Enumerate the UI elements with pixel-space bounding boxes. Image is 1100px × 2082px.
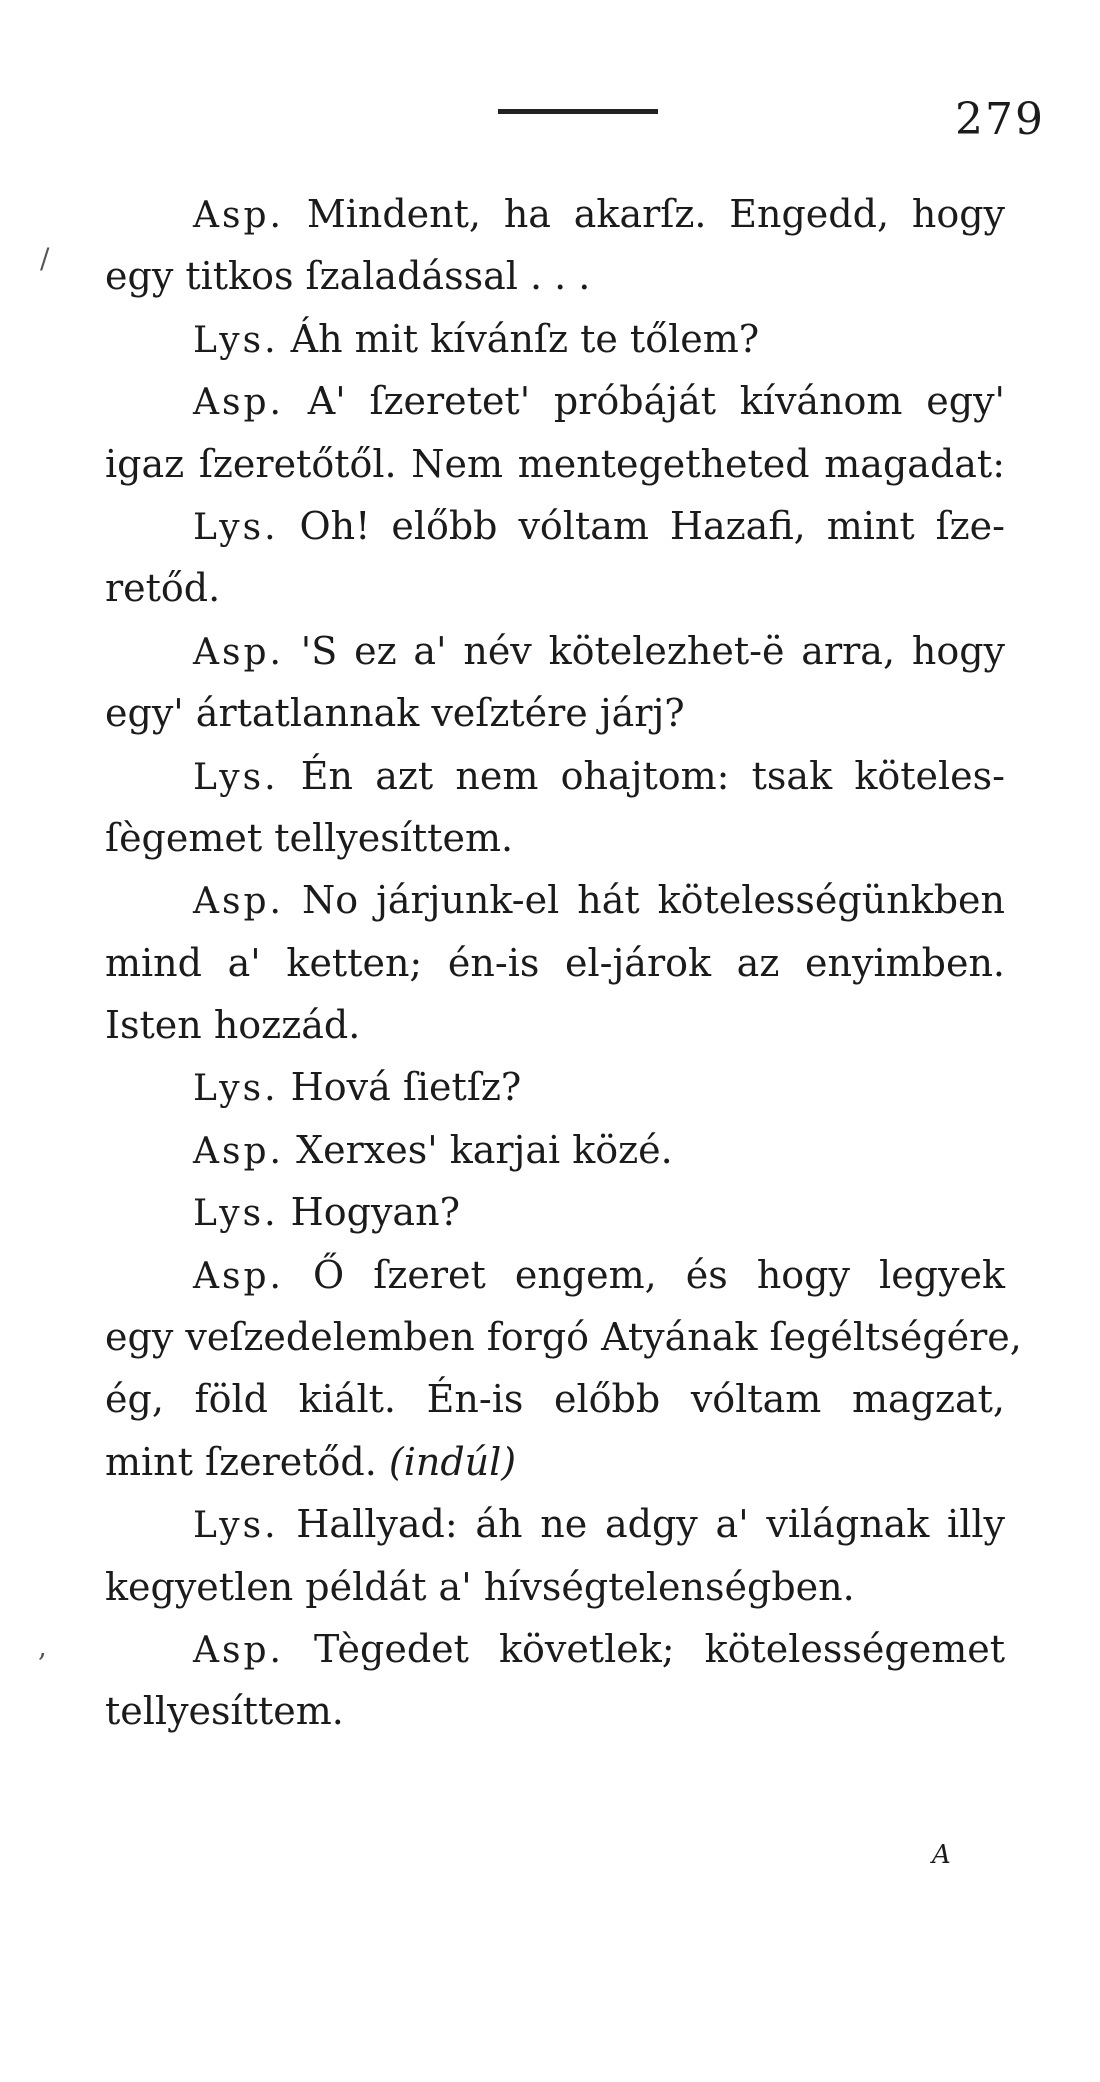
text-line <box>105 495 1005 557</box>
line-text: Tègedet követlek; kötelességemet <box>314 1626 1005 1671</box>
line-text: egy' ártatlannak veſztére járj? <box>105 691 685 736</box>
text-line <box>105 1056 1005 1118</box>
line-text: Hogyan? <box>290 1190 460 1235</box>
text-line <box>105 1368 1005 1430</box>
catchword: A <box>932 1840 951 1870</box>
line-text: Én azt nem ohajtom: tsak köteles- <box>300 753 1005 798</box>
speaker-label: Lys. <box>193 756 279 798</box>
text-line <box>105 433 1005 495</box>
page-number: 279 <box>955 94 1045 145</box>
text-line <box>105 557 1005 619</box>
line-text: Hallyad: áh ne adgy a' világnak illy <box>296 1502 1005 1547</box>
speaker-label: Asp. <box>193 881 284 923</box>
line-text: Ő ſzeret engem, és hogy legyek <box>313 1252 1005 1297</box>
line-text: Xerxes' karjai közé. <box>296 1127 673 1172</box>
speaker-label: Asp. <box>193 1629 284 1671</box>
text-line <box>105 1556 1005 1618</box>
speaker-label: Lys. <box>193 1505 279 1547</box>
line-text: egy veſzedelemben forgó Atyának ſegéltségére, <box>105 1315 1022 1360</box>
line-text: ég, föld kiált. Én-is előbb vóltam magzat, <box>105 1377 1005 1422</box>
text-line <box>105 807 1005 869</box>
speaker-label: Asp. <box>193 195 284 236</box>
line-text: mint ſzeretőd. <box>105 1439 377 1484</box>
line-text: ſègemet tellyesíttem. <box>105 815 514 860</box>
text-line <box>105 994 1005 1056</box>
dialogue-text <box>105 183 1022 1743</box>
text-line <box>105 620 1005 682</box>
speaker-label: Lys. <box>193 319 279 361</box>
text-line <box>105 245 1005 307</box>
speaker-label: Lys. <box>193 1068 279 1110</box>
stage-direction: (indúl) <box>388 1439 517 1484</box>
line-text: A' ſzeretet' próbáját kívánom egy' <box>307 379 1005 424</box>
line-text: Mindent, ha akarſz. Engedd, hogy <box>306 192 1005 236</box>
line-text: egy titkos ſzaladással . . . <box>105 254 591 299</box>
text-line <box>105 1119 1005 1181</box>
text-line <box>105 1244 1005 1306</box>
line-text: mind a' ketten; én-is el-járok az enyimben. <box>105 940 1005 985</box>
text-line <box>105 308 1005 370</box>
text-line <box>105 1431 1005 1493</box>
line-text: No járjunk-el hát kötelességünkben <box>301 878 1005 923</box>
speaker-label: Asp. <box>193 1255 284 1297</box>
text-line <box>105 682 1005 744</box>
line-text: Oh! előbb vóltam Hazafi, mint ſze- <box>299 503 1005 548</box>
text-line <box>105 183 1005 245</box>
line-text: Hová ſietſz? <box>290 1065 522 1110</box>
speaker-label: Lys. <box>193 1193 279 1235</box>
margin-mark: / <box>40 242 50 275</box>
speaker-label: Asp. <box>193 1130 284 1172</box>
text-line <box>105 1493 1005 1555</box>
text-line <box>105 932 1005 994</box>
speaker-label: Asp. <box>193 631 284 673</box>
line-text: tellyesíttem. <box>105 1689 344 1734</box>
text-line <box>105 1181 1005 1243</box>
text-line <box>105 370 1005 432</box>
speaker-label: Asp. <box>193 382 284 424</box>
line-text: 'S ez a' név kötelezhet-ë arra, hogy <box>300 628 1005 673</box>
text-line <box>105 1618 1005 1680</box>
text-line <box>105 745 1005 807</box>
line-text: Isten hozzád. <box>105 1003 361 1048</box>
line-text: Áh mit kívánſz te tőlem? <box>290 316 760 361</box>
line-text: igaz ſzeretőtől. Nem mentegetheted magadat: <box>105 441 1005 486</box>
line-text: retőd. <box>105 566 221 611</box>
text-line <box>105 1680 1005 1742</box>
speaker-label: Lys. <box>193 506 279 548</box>
margin-mark: , <box>38 1630 47 1663</box>
text-line <box>105 1306 1022 1368</box>
header-rule <box>498 109 658 114</box>
text-line <box>105 869 1005 931</box>
line-text: kegyetlen példát a' hívségtelenségben. <box>105 1564 855 1609</box>
